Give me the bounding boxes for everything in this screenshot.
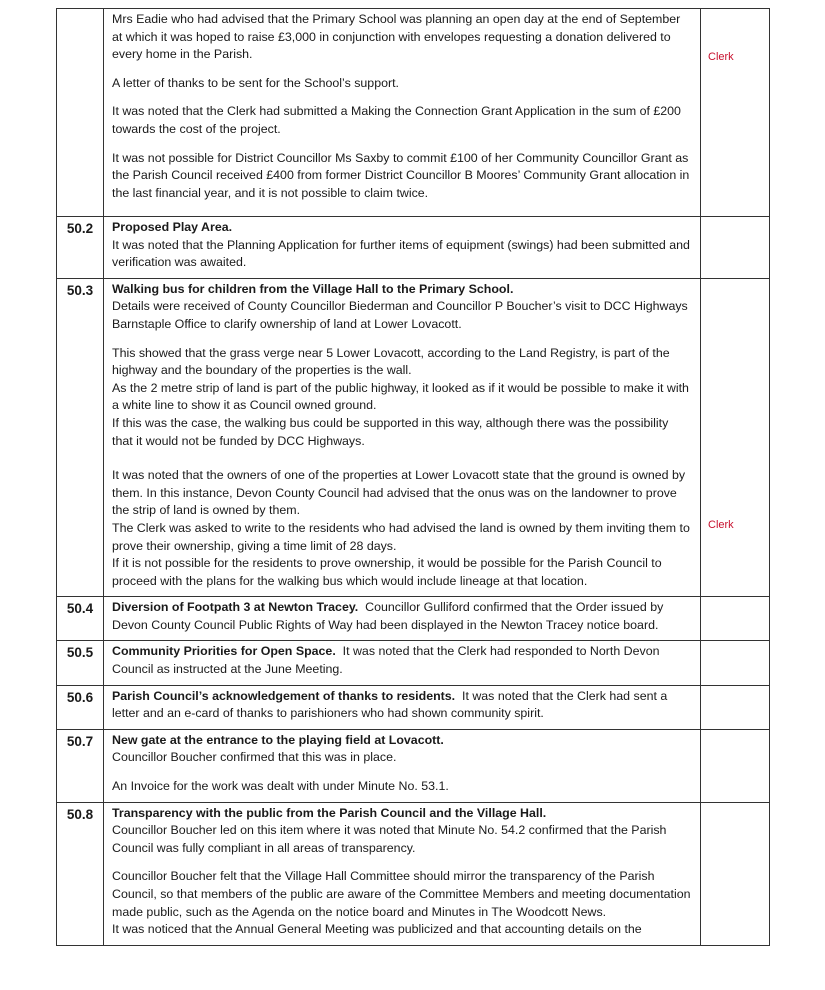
minute-row-50-5 (57, 641, 770, 685)
action-cell (701, 217, 770, 279)
minute-heading: New gate at the entrance to the playing field at Lovacott. (112, 732, 444, 747)
action-cell (701, 685, 770, 729)
minute-heading: Diversion of Footpath 3 at Newton Tracey. (112, 600, 359, 615)
minute-row-50-8 (57, 802, 770, 945)
minute-number: 50.5 (57, 641, 104, 685)
paragraph: Councillor Boucher felt that the Village Hall Committee should mirror the transparency of the Parish Council, so that members of the public are aware of the Committee Members and meeting documentation made public, such as the Agenda on the notice board and Minutes in The Woodcott News. (112, 869, 691, 919)
minute-body (104, 217, 701, 279)
minute-row-50-4 (57, 597, 770, 641)
paragraph: It was noted that the Planning Application for further items of equipment (swings) had been submitted and verification was awaited. (112, 237, 690, 270)
minute-heading: Walking bus for children from the Village Hall to the Primary School. (112, 281, 514, 296)
minute-body (104, 685, 701, 729)
minute-body (104, 729, 701, 802)
minute-body (104, 278, 701, 597)
minute-text: It was noted that the Clerk had responded to North Devon Council as instructed at the June Meeting. (112, 644, 660, 677)
action-owner: Clerk (708, 518, 734, 531)
paragraph: A letter of thanks to be sent for the School’s support. (112, 75, 399, 90)
action-cell (701, 641, 770, 685)
minute-number: 50.8 (57, 802, 104, 945)
paragraph: It was noted that the Clerk had submitted a Making the Connection Grant Application in the sum of £200 towards the cost of the project. (112, 104, 681, 136)
minute-row-50-3 (57, 278, 770, 597)
minute-text: It was noted that the Clerk had sent a letter and an e-card of thanks to parishioners who had shown community spirit. (112, 688, 668, 721)
minute-heading: Proposed Play Area. (112, 220, 233, 234)
minute-number (57, 9, 104, 217)
minute-text: Councillor Gulliford confirmed that the Order issued by Devon County Council Public Rights of Way had been displayed in the Newton Tracey notice board. (112, 600, 664, 632)
minute-heading: Transparency with the public from the Parish Council and the Village Hall. (112, 805, 547, 820)
paragraph: Councillor Boucher confirmed that this was in place. (112, 750, 397, 765)
paragraph: If it is not possible for the residents to prove ownership, it would be possible for the Parish Council to proceed with the plans for the walking bus which would include lineage at that location. (112, 556, 662, 588)
paragraph: It was noticed that the Annual General Meeting was publicized and that accounting details on the (112, 922, 642, 937)
action-cell (701, 597, 770, 641)
action-owner: Clerk (708, 51, 734, 63)
action-cell (701, 729, 770, 802)
minute-number: 50.3 (57, 278, 104, 597)
action-cell (701, 278, 770, 597)
minute-number: 50.2 (57, 217, 104, 279)
minute-heading: Parish Council’s acknowledgement of thanks to residents. (112, 688, 456, 703)
paragraph: It was noted that the owners of one of the properties at Lower Lovacott state that the ground is owned by them. In this instance, Devon County Council had advised that the onus was on the landowner to prove the strip of land is owned by them. (112, 468, 686, 518)
paragraph: The Clerk was asked to write to the residents who had advised the land is owned by them inviting them to prove their ownership, giving a time limit of 28 days. (112, 520, 690, 553)
minute-heading: Community Priorities for Open Space. (112, 644, 336, 659)
paragraph: Mrs Eadie who had advised that the Primary School was planning an open day at the end of September at which it was hoped to raise £3,000 in conjunction with envelopes requesting a donation delivered to every home in the Parish. (112, 12, 681, 62)
minutes-table (56, 8, 770, 946)
action-cell (701, 9, 770, 217)
minute-number: 50.4 (57, 597, 104, 641)
minute-row-continuation (57, 9, 770, 217)
paragraph: Councillor Boucher led on this item where it was noted that Minute No. 54.2 confirmed that the Parish Council was fully compliant in all areas of transparency. (112, 823, 667, 855)
minute-body (104, 597, 701, 641)
minute-number: 50.6 (57, 685, 104, 729)
minute-row-50-7 (57, 729, 770, 802)
minute-body (104, 9, 701, 217)
minute-number: 50.7 (57, 729, 104, 802)
paragraph: An Invoice for the work was dealt with under Minute No. 53.1. (112, 779, 449, 794)
minute-row-50-6 (57, 685, 770, 729)
minute-body (104, 641, 701, 685)
paragraph: Details were received of County Councillor Biederman and Councillor P Boucher’s visit to DCC Highways Barnstaple Office to clarify ownership of land at Lower Lovacott. (112, 299, 688, 331)
minute-body (104, 802, 701, 945)
action-cell (701, 802, 770, 945)
minute-row-50-2 (57, 217, 770, 279)
paragraph: It was not possible for District Councillor Ms Saxby to commit £100 of her Community Councillor Grant as the Parish Council received £400 from former District Councillor B Moores’ Community Grant allocation in the last financial year, and it is not possible to claim twice. (112, 150, 690, 200)
paragraph: If this was the case, the walking bus could be supported in this way, although there was the possibility that it would not be funded by DCC Highways. (112, 415, 669, 448)
paragraph: This showed that the grass verge near 5 Lower Lovacott, according to the Land Registry, is part of the highway and the boundary of the properties is the wall. (112, 345, 670, 378)
paragraph: As the 2 metre strip of land is part of the public highway, it looked as if it would be possible to make it with a white line to show it as Council owned ground. (112, 380, 689, 413)
